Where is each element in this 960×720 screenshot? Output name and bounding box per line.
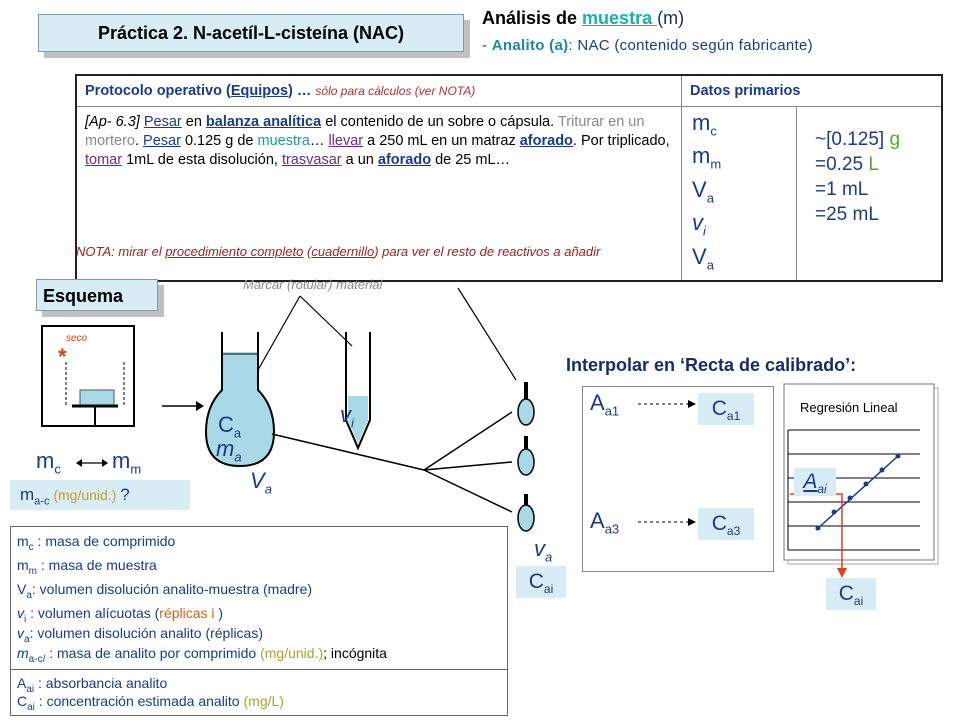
mac-question: ? <box>120 485 130 504</box>
leg-sub: ai <box>26 683 35 695</box>
pipette-icon <box>346 332 370 448</box>
val-text: ~[0.125] <box>815 129 890 150</box>
mc-label <box>36 448 61 476</box>
leg-base: A <box>17 675 27 691</box>
aforado-link[interactable]: aforado <box>519 133 573 149</box>
body-text: … <box>309 133 329 149</box>
mm-label <box>112 448 141 476</box>
balance-icon <box>42 326 134 426</box>
var-sub: a <box>706 190 714 206</box>
sym-base: V <box>250 468 265 493</box>
sym-base: C <box>711 512 727 535</box>
protocol-header-text2: ) … <box>288 83 316 99</box>
nota-part: ) para ver el resto de reactivos a añadir <box>374 244 601 259</box>
procedimiento-link[interactable]: procedimiento completo <box>165 244 304 259</box>
interpolar-label: Interpolar en ‘Recta de calibrado’: <box>566 355 857 375</box>
chart-title: Regresión Lineal <box>800 400 898 415</box>
leg-text: : volumen disolución analito-muestra (madre) <box>31 581 313 597</box>
link-line <box>272 434 424 470</box>
Aai-box <box>794 468 836 496</box>
sym-sub: ai <box>817 482 827 497</box>
cuadernillo-link[interactable]: cuadernillo <box>311 244 375 259</box>
leg-text: : masa de comprimido <box>33 533 176 549</box>
link-line <box>424 470 512 512</box>
leg-sub: ai <box>27 701 35 713</box>
leg-text: : absorbancia analito <box>34 675 168 691</box>
tomar-link[interactable]: tomar <box>85 152 123 168</box>
legend-divider <box>11 669 507 670</box>
sym-base: A <box>590 390 605 415</box>
mac-unit: (mg/unid.) <box>49 487 121 503</box>
body-text: . <box>134 133 144 149</box>
Cai-box <box>516 566 566 598</box>
body-text: el contenido de un sobre o cápsula. <box>321 114 558 130</box>
sym-sub: m <box>130 461 142 477</box>
legend-va <box>17 625 263 645</box>
ap-ref: [Ap- 6.3] <box>85 114 144 130</box>
sym-sub: a-c <box>34 495 50 508</box>
sym-sub: a1 <box>726 409 741 424</box>
analysis-prefix: Análisis de <box>482 8 583 28</box>
marker-pointer <box>258 296 300 370</box>
protocol-header-note: sólo para cálculos (ver NOTA) <box>315 84 476 98</box>
var-base: m <box>692 143 711 169</box>
marcar-label: Marcar (rotular) material <box>243 277 383 292</box>
sym-base: v <box>534 536 545 561</box>
Ca3-box <box>698 508 754 540</box>
protocol-header-text: Protocolo operativo ( <box>85 83 231 99</box>
aforado2-link[interactable]: aforado <box>377 152 432 168</box>
pesar-link[interactable]: Pesar <box>143 114 182 130</box>
legend-mac <box>17 645 387 665</box>
leg-sub: a <box>26 589 32 601</box>
val-text: =0.25 <box>815 154 869 175</box>
leg-text: : masa de muestra <box>37 557 157 573</box>
trasvasar-link[interactable]: trasvasar <box>281 152 342 168</box>
sym-base: m <box>216 436 235 461</box>
sym-sub: a1 <box>604 403 620 419</box>
leg-yellow: (mg/unid.) <box>260 645 324 661</box>
val-unit: L <box>868 154 879 175</box>
Va-label <box>250 468 272 496</box>
esquema-label: Esquema <box>36 279 158 311</box>
vi-label <box>340 402 354 430</box>
equipos-link[interactable]: Equipos <box>230 83 289 99</box>
legend-vi <box>17 605 223 625</box>
leg-sub: m <box>28 565 38 577</box>
var-base: v <box>692 210 703 236</box>
sym-sub: a <box>233 425 242 441</box>
sym-sub: c <box>54 461 61 477</box>
leg-black: ; incógnita <box>323 645 387 661</box>
leg-sub: c <box>28 541 34 553</box>
leg-sub: a-c/ <box>28 653 46 665</box>
Ca1-box <box>698 393 754 425</box>
nota-part: NOTA: mirar el <box>76 244 166 259</box>
var-base: V <box>692 243 707 269</box>
link-line <box>424 462 512 470</box>
leg-text: : concentración estimada analito <box>34 693 244 709</box>
sym-sub: ai <box>853 594 864 609</box>
muestra-symbol: (m) <box>657 8 685 28</box>
val-flask: =25 mL <box>815 204 879 225</box>
mac-box <box>10 480 190 510</box>
asterisk-mark: * <box>58 344 67 369</box>
Aa1-label <box>590 390 619 418</box>
arrow-head <box>196 401 204 411</box>
sym-sub: a3 <box>604 521 620 537</box>
ma-label <box>216 436 242 464</box>
llevar-link[interactable]: llevar <box>328 133 364 149</box>
va-label <box>534 536 552 564</box>
leg-base: v <box>17 625 24 641</box>
legend-Va <box>17 581 312 601</box>
leg-text: ) <box>214 605 224 621</box>
triturar-text: Triturar en un mortero <box>85 114 645 149</box>
body-text: 0.125 g de <box>180 133 258 149</box>
body-text: 1mL de esta disolución, <box>122 152 282 168</box>
analyte-desc: : NAC (contenido según fabricante) <box>568 37 813 54</box>
leg-text: : volumen alícuotas ( <box>26 605 160 621</box>
legend-mc <box>17 533 175 553</box>
muestra-link[interactable]: muestra <box>582 8 658 28</box>
sym-sub: a <box>234 449 242 465</box>
leg-base: v <box>17 605 24 621</box>
var-base: m <box>692 110 711 135</box>
leg-base: m <box>17 645 29 661</box>
sym-base: A <box>803 470 818 493</box>
sym-sub: i <box>351 415 354 431</box>
muestra-text: muestra <box>257 133 310 149</box>
sym-base: m <box>112 448 131 473</box>
small-flask-icon <box>518 382 534 531</box>
leg-base: m <box>17 533 29 549</box>
body-text: a 250 mL en un matraz <box>363 133 520 149</box>
legend-Cai <box>17 693 284 713</box>
pesar2-link[interactable]: Pesar <box>143 133 181 149</box>
leg-orange: réplicas i <box>159 605 215 621</box>
page-title: Práctica 2. N-acetíl-L-cisteína (NAC) <box>38 14 464 52</box>
marker-pointer <box>300 296 352 346</box>
sym-base: v <box>340 402 351 427</box>
leg-text: : volumen disolución analito (réplicas) <box>29 625 264 641</box>
var-sub: i <box>703 223 706 239</box>
var-sub: a <box>706 256 714 272</box>
body-text: a un <box>341 152 378 168</box>
sym-base: C <box>711 397 727 420</box>
legend-mm <box>17 557 157 577</box>
leg-base: m <box>17 557 29 573</box>
sym-base: A <box>590 508 605 533</box>
legend-box <box>10 526 508 716</box>
body-text: . Por triplicado, <box>572 133 670 149</box>
val-aliquot: =1 mL <box>815 179 869 200</box>
leg-sub: a <box>24 633 30 645</box>
seco-label: seco <box>66 333 88 344</box>
leg-base: C <box>17 693 28 709</box>
leg-yellow: (mg/L) <box>243 693 284 709</box>
primary-data-header: Datos primarios <box>682 75 943 107</box>
sym-base: m <box>36 448 55 473</box>
var-base: V <box>692 176 707 202</box>
Cai-result-box <box>826 578 876 610</box>
Aa3-label <box>590 508 619 536</box>
sym-base: C <box>528 570 544 593</box>
sym-base: C <box>838 582 854 605</box>
nota-part: ( <box>303 244 312 259</box>
body-text: en <box>181 114 206 130</box>
sym-base: C <box>218 412 234 437</box>
val-unit: g <box>889 129 901 150</box>
analyte-dash: - <box>482 37 492 54</box>
link-line <box>424 412 512 470</box>
legend-Aai <box>17 675 167 695</box>
sym-base: m <box>20 485 35 504</box>
var-sub: m <box>710 156 722 172</box>
leg-base: V <box>17 581 27 597</box>
leg-text: : masa de analito por comprimido <box>45 645 261 661</box>
var-sub: c <box>710 123 717 139</box>
leg-sub: i <box>24 613 27 625</box>
sym-sub: a3 <box>726 524 741 539</box>
sym-sub: a <box>264 481 272 497</box>
body-text: de 25 mL… <box>431 152 511 168</box>
sym-sub: a <box>545 549 553 565</box>
analyte-label: Analito (a) <box>491 37 569 54</box>
balanza-link[interactable]: balanza analítica <box>205 114 322 130</box>
marker-pointer <box>458 288 516 380</box>
sym-sub: ai <box>543 582 554 597</box>
